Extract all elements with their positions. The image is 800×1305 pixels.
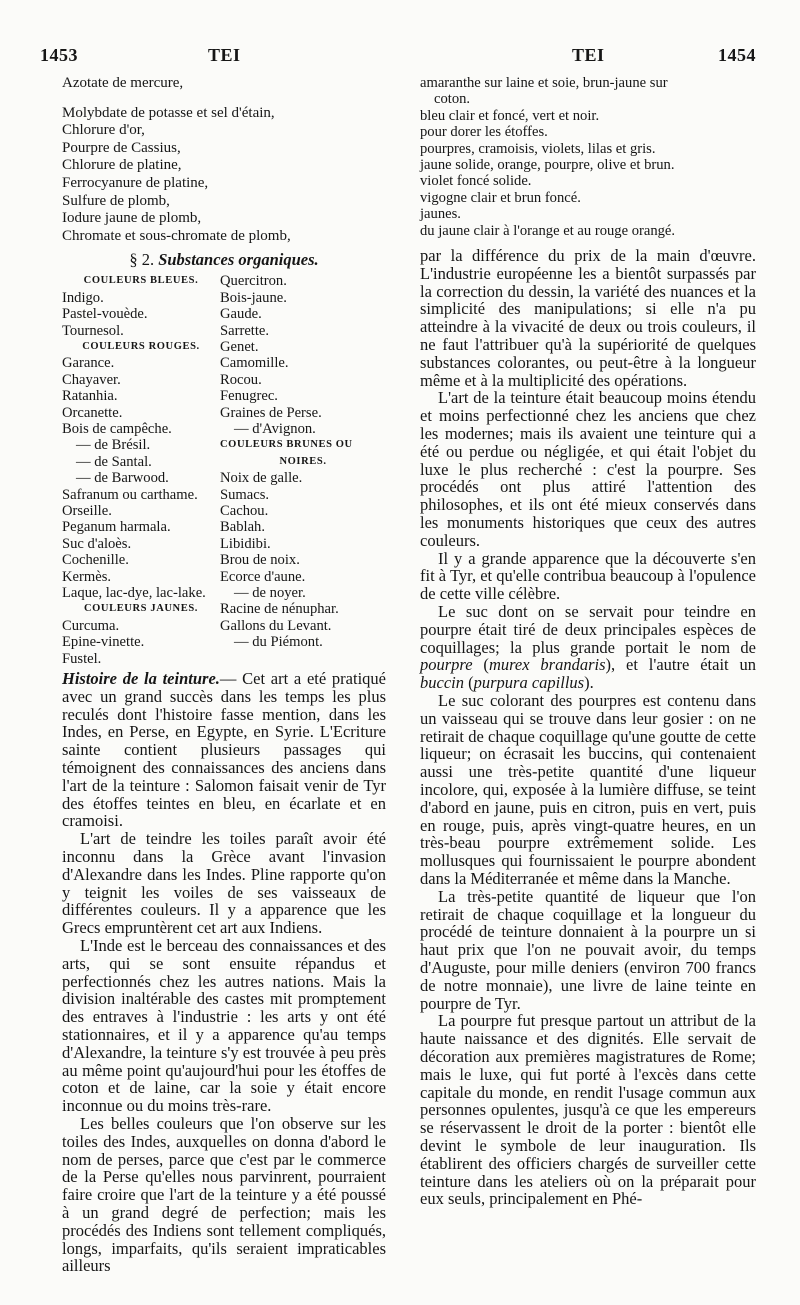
dye-item: Garance. — [62, 355, 115, 372]
suc-text: ( — [472, 655, 489, 675]
right-running-head: TEI — [572, 45, 605, 65]
dye-item: Gaude. — [220, 306, 262, 323]
latin-term: purpura capillus — [473, 673, 585, 693]
dye-column-2 — [220, 273, 386, 667]
dye-item: — de Barwood. — [76, 470, 169, 487]
result-line: du jaune clair à l'orange et au rouge orangé. — [420, 222, 676, 239]
dye-item: Camomille. — [220, 355, 289, 372]
dye-item: Peganum harmala. — [62, 519, 171, 536]
mineral-line: Molybdate de potasse et sel d'étain, — [62, 104, 275, 121]
right-column — [420, 75, 756, 1208]
body-paragraph: L'art de teindre les toiles paraît avoir été inconnu dans la Grèce avant l'invasion d'Alexandre dans les Indes. Pline rapporte qu'on y teignit les voiles de ses vaisseaux de différentes couleurs. Il y a apparence que les Grecs empruntèrent cet art aux Indiens. — [62, 829, 386, 938]
dye-item: — du Piémont. — [234, 634, 323, 651]
mineral-line: Chlorure de platine, — [62, 157, 182, 174]
dye-item: Cachou. — [220, 503, 269, 520]
dye-item: Orseille. — [62, 503, 112, 520]
suc-paragraph — [420, 603, 756, 692]
dye-item: Graines de Perse. — [220, 404, 322, 421]
dye-column-1 — [62, 273, 220, 667]
dye-item: Rocou. — [220, 371, 262, 388]
dye-item: Safranum ou carthame. — [62, 486, 198, 503]
mineral-line: Chromate et sous-chromate de plomb, — [62, 227, 291, 244]
dye-item: Bablah. — [220, 519, 265, 536]
histoire-text: — Cet art a eté pratiqué avec un grand succès dans les temps les plus reculés dont l'histoire fasse mention, dans les Indes, en Perse, en Egypte, en Syrie. L'Ecriture sainte contient plusieurs passages qui témoignent des connaissances des anciens dans l'art de la teinture : Salomon faisait venir de Tyr des étoffes teintes en bleu, en écarlate et en cramoisi. — [62, 669, 386, 831]
mineral-line: Ferrocyanure de platine, — [62, 174, 209, 191]
mineral-line: Chlorure d'or, — [62, 122, 145, 139]
dye-item: Ratanhia. — [62, 388, 118, 405]
dye-item: Gallons du Levant. — [220, 617, 332, 634]
body-paragraph: La très-petite quantité de liqueur que l'on retirait de chaque coquillage et la longueur du procédé de teinture donnaient à la pourpre un si haut prix que l'on ne pouvait avoir, du temps d'Auguste, pour mille deniers (environ 700 francs de notre monnaie), une livre de laine teinte en pourpre de Tyr. — [420, 886, 756, 1013]
dye-item: Noix de galle. — [220, 470, 303, 487]
dye-item: — de Brésil. — [76, 437, 151, 454]
category-heading: COULEURS ROUGES. — [82, 340, 200, 352]
dye-item: Kermès. — [62, 568, 112, 585]
dye-item: — de Santal. — [76, 453, 152, 470]
dye-item: Cochenille. — [62, 552, 129, 569]
mineral-line: Pourpre de Cassius, — [62, 139, 181, 156]
result-line: jaune solide, orange, pourpre, olive et brun. — [420, 157, 675, 174]
dye-item: Pastel-vouède. — [62, 306, 148, 323]
dye-item: Orcanette. — [62, 404, 123, 421]
left-running-head: TEI — [208, 45, 241, 65]
mineral-line: Iodure jaune de plomb, — [62, 210, 202, 227]
histoire-paragraph — [62, 670, 386, 830]
latin-term: buccin — [420, 673, 464, 693]
dye-item: Brou de noix. — [220, 552, 300, 569]
result-line: pourpres, cramoisis, violets, lilas et gris. — [420, 140, 656, 157]
page-header — [0, 0, 800, 70]
left-column — [62, 75, 386, 1275]
section-heading — [62, 250, 386, 270]
section-title: Substances organiques. — [158, 250, 319, 270]
suc-text: Le suc dont on se servait pour teindre en pourpre était tiré de deux principales espèces de coquillages; la plus grande portait le nom de — [420, 602, 756, 657]
result-line: jaunes. — [420, 206, 461, 223]
dye-item: Suc d'aloès. — [62, 535, 132, 552]
category-heading: NOIRES. — [279, 455, 327, 467]
dye-item: Epine-vinette. — [62, 634, 145, 651]
dye-item: Libidibi. — [220, 535, 271, 552]
dye-item: Curcuma. — [62, 617, 120, 634]
body-paragraph: par la différence du prix de la main d'œuvre. L'industrie européenne les a bientôt surpassés par la correction du dessin, la variété des nuances et la simplicité des manipulations; si elle n'a pu atteindre à la vivacité de deux ou trois couleurs, il ne faut l'attribuer qu'à la supériorité de quelques substances colorantes, ou peut-être à la longueur même et à la multiplicité des opérations. — [420, 246, 756, 390]
dye-item: Laque, lac-dye, lac-lake. — [62, 585, 206, 602]
body-paragraph: L'Inde est le berceau des connaissances et des arts, qui se sont ensuite répandus et perfectionnés chez les autres nations. Mais la division inaltérable des castes mit promptement des entraves à l'industrie : les arts y ont été stationnaires, et il y a apparence qu'au temps d'Alexandre, la teinture s'y est trouvée à peu près au même point qu'aujourd'hui pour les étoffes de coton et de laine, car la soie y était encore inconnue ou du moins très-rare. — [62, 936, 386, 1116]
dye-item: Bois de campêche. — [62, 421, 172, 437]
result-line: bleu clair et foncé, vert et noir. — [420, 107, 600, 124]
body-paragraph: Les belles couleurs que l'on observe sur les toiles des Indes, auxquelles on donna d'abord le nom de perses, parce que c'est par le commerce de la Perse qu'elles nous parvinrent, pourraient faire croire que l'art de la teinture y a été poussé à un grand degré de perfection; mais les procédés des Indiens sont tellement compliqués, longs, imparfaits, qu'ils seraient impraticables ailleurs — [62, 1114, 386, 1276]
dye-results-list — [420, 75, 756, 239]
body-paragraph: Il y a grande apparence que la découverte s'en fit à Tyr, et qu'elle contribua beaucoup à l'opulence de cette ville célèbre. — [420, 548, 756, 604]
histoire-heading: Histoire de la teinture. — [62, 669, 220, 689]
body-paragraph: L'art de la teinture était beaucoup moins étendu et moins perfectionné chez les anciens que chez les modernes; mais ils avaient une teinture qui a été ou perdue ou négligée, et qui était l'objet du luxe le plus recherché : c'est la pourpre. Ses procédés ont plus attiré l'attention des philosophes, et ils ont été mieux conservés dans les monuments historiques que ceux des autres couleurs. — [420, 388, 756, 550]
mineral-line: Sulfure de plomb, — [62, 192, 170, 209]
dye-item: Bois-jaune. — [220, 289, 287, 306]
result-line: violet foncé solide. — [420, 173, 532, 190]
category-heading: COULEURS BRUNES OU — [220, 439, 353, 451]
section-number: § 2. — [129, 250, 155, 270]
dye-item: Indigo. — [62, 289, 104, 306]
dye-item: — de noyer. — [234, 585, 306, 602]
dye-item: Quercitron. — [220, 273, 287, 290]
mineral-line: Azotate de mercure, — [62, 75, 184, 91]
body-paragraph: Le suc colorant des pourpres est contenu dans un vaisseau qui se trouve dans leur gosier : on ne retirait de chaque coquillage qu'une goutte de cette liqueur; on écrasait les buccins, qui contenaient aussi une très-petite quantité d'une liqueur incolore, qui, exposée à la lumière diffuse, se teint d'abord en jaune, puis en citron, puis en vert, puis en rouge, puis, après vingt-quatre heures, en un très-beau pourpre extrêmement solide. Les mollusques qui fournissaient le pourpre abondent dans la Méditerranée et même dans la Manche. — [420, 690, 756, 888]
left-column-number: 1453 — [40, 45, 78, 65]
dye-substances-table — [62, 273, 386, 667]
result-line: vigogne clair et brun foncé. — [420, 189, 581, 206]
dye-item: Tournesol. — [62, 322, 124, 339]
latin-term: pourpre — [420, 655, 473, 675]
dye-item: — d'Avignon. — [234, 421, 316, 437]
latin-term: murex brandaris — [488, 655, 606, 675]
category-heading: COULEURS JAUNES. — [83, 603, 199, 615]
result-line: coton. — [434, 91, 471, 108]
dye-item: Sarrette. — [220, 322, 270, 339]
result-line: pour dorer les étoffes. — [420, 124, 548, 141]
dye-item: Genet. — [220, 338, 259, 355]
suc-text: ), et l'autre était un — [605, 655, 756, 675]
right-column-number: 1454 — [718, 45, 756, 65]
dye-item: Fenugrec. — [220, 388, 278, 405]
suc-text: ). — [584, 673, 594, 693]
dye-item: Racine de nénuphar. — [220, 601, 339, 618]
body-paragraph: La pourpre fut presque partout un attribut de la haute naissance et des dignités. Elle servait de décoration aux premières magistratures de Rome; mais le luxe, qui fut porté à l'excès dans cette capitale du monde, en rendit l'usage commun aux personnes opulentes, jusqu'à ce que les empereurs se réservassent le droit de la porter : bientôt elle devint le symbole de leur inauguration. Ils établirent des officiers chargés de surveiller cette teinture dans les ateliers où on la préparait pour eux seuls, principalement en Phé- — [420, 1011, 756, 1209]
dye-item: Chayaver. — [62, 371, 121, 388]
category-heading: COULEURS BLEUES. — [83, 275, 199, 287]
suc-text: ( — [463, 673, 474, 693]
dye-item: Fustel. — [62, 650, 102, 667]
dye-item: Ecorce d'aune. — [220, 568, 306, 585]
dye-item: Sumacs. — [220, 486, 270, 503]
result-line: amaranthe sur laine et soie, brun-jaune sur — [420, 75, 668, 91]
